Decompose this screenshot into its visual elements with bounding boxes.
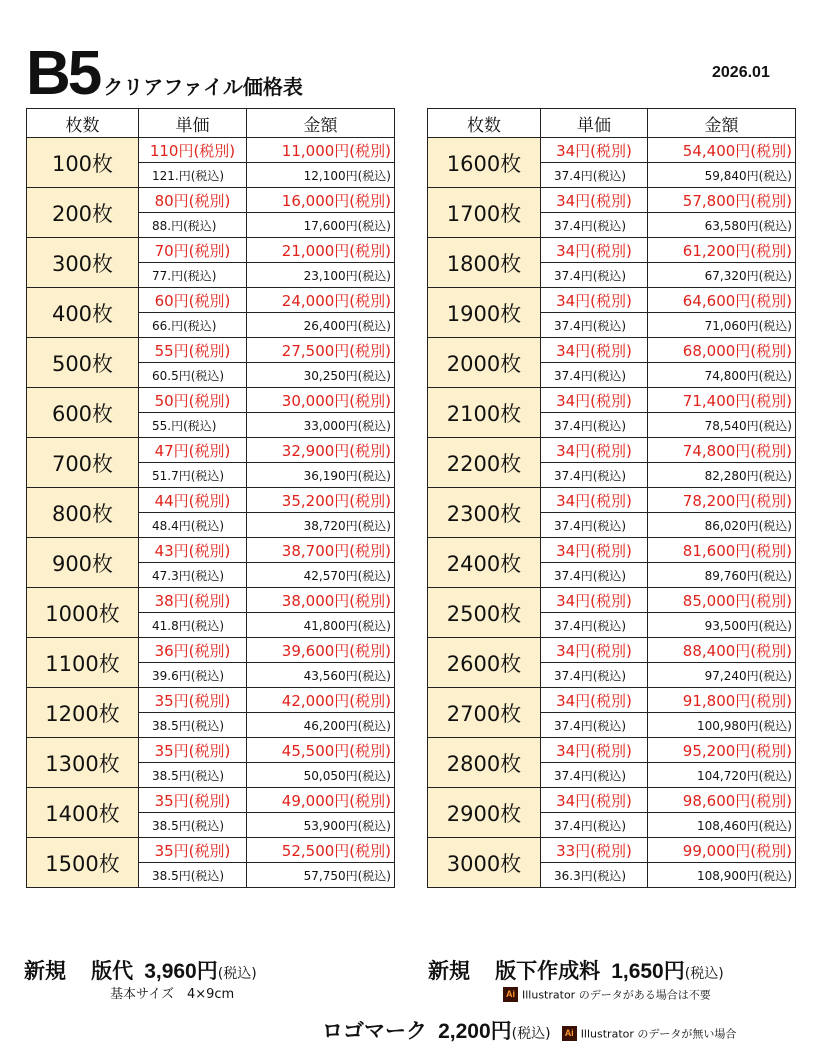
table-row [27,788,395,813]
total-price-ex-tax: 30,000円(税別) [247,388,395,413]
table-row [428,588,796,613]
total-price-ex-tax: 32,900円(税別) [247,438,395,463]
table-row [27,138,395,163]
table-row [428,338,796,363]
plate-fee-new: 新規 [24,959,66,983]
table-row [428,838,796,863]
artwork-note-text: Illustrator のデータがある場合は不要 [522,988,711,1002]
unit-price-in-tax: 55.円(税込) [139,413,247,438]
title-size: B5 [26,39,100,108]
total-price-ex-tax: 11,000円(税別) [247,138,395,163]
total-price-in-tax: 46,200円(税込) [247,713,395,738]
table-row [428,188,796,213]
unit-price-in-tax: 37.4円(税込) [541,613,648,638]
artwork-fee-tax: (税込) [684,966,724,982]
table-row [428,788,796,813]
total-price-ex-tax: 88,400円(税別) [648,638,796,663]
total-price-in-tax: 93,500円(税込) [648,613,796,638]
artwork-fee [428,955,724,985]
total-price-ex-tax: 95,200円(税別) [648,738,796,763]
col-header-unit: 単価 [139,109,247,138]
unit-price-in-tax: 37.4円(税込) [541,813,648,838]
logo-fee-price: 2,200円 [438,1020,512,1043]
total-price-in-tax: 59,840円(税込) [648,163,796,188]
plate-fee-tax: (税込) [217,966,257,982]
table-row [27,338,395,363]
total-price-in-tax: 30,250円(税込) [247,363,395,388]
qty-cell: 200枚 [27,188,139,238]
unit-price-ex-tax: 34円(税別) [541,738,648,763]
unit-price-in-tax: 38.5円(税込) [139,763,247,788]
table-row [27,438,395,463]
qty-cell: 2200枚 [428,438,541,488]
total-price-ex-tax: 78,200円(税別) [648,488,796,513]
unit-price-in-tax: 37.4円(税込) [541,363,648,388]
unit-price-in-tax: 47.3円(税込) [139,563,247,588]
total-price-in-tax: 74,800円(税込) [648,363,796,388]
col-header-qty: 枚数 [27,109,139,138]
table-row [27,588,395,613]
unit-price-ex-tax: 43円(税別) [139,538,247,563]
unit-price-ex-tax: 35円(税別) [139,788,247,813]
qty-cell: 2500枚 [428,588,541,638]
unit-price-in-tax: 121.円(税込) [139,163,247,188]
qty-cell: 1800枚 [428,238,541,288]
total-price-in-tax: 50,050円(税込) [247,763,395,788]
table-row [428,688,796,713]
total-price-ex-tax: 42,000円(税別) [247,688,395,713]
qty-cell: 300枚 [27,238,139,288]
unit-price-ex-tax: 80円(税別) [139,188,247,213]
table-row [428,388,796,413]
plate-fee-label: 版代 [91,959,134,983]
total-price-in-tax: 104,720円(税込) [648,763,796,788]
title-subtitle: クリアファイル価格表 [103,75,303,99]
total-price-in-tax: 43,560円(税込) [247,663,395,688]
total-price-in-tax: 63,580円(税込) [648,213,796,238]
table-row [428,438,796,463]
col-header-total: 金額 [648,109,796,138]
total-price-in-tax: 89,760円(税込) [648,563,796,588]
unit-price-in-tax: 37.4円(税込) [541,263,648,288]
total-price-in-tax: 26,400円(税込) [247,313,395,338]
unit-price-in-tax: 37.4円(税込) [541,463,648,488]
qty-cell: 1100枚 [27,638,139,688]
total-price-ex-tax: 74,800円(税別) [648,438,796,463]
date-label: 2026.01 [712,64,770,81]
unit-price-in-tax: 37.4円(税込) [541,713,648,738]
total-price-in-tax: 12,100円(税込) [247,163,395,188]
unit-price-in-tax: 48.4円(税込) [139,513,247,538]
qty-cell: 2800枚 [428,738,541,788]
unit-price-ex-tax: 36円(税別) [139,638,247,663]
unit-price-ex-tax: 34円(税別) [541,788,648,813]
table-row [428,738,796,763]
total-price-ex-tax: 45,500円(税別) [247,738,395,763]
total-price-ex-tax: 24,000円(税別) [247,288,395,313]
unit-price-in-tax: 37.4円(税込) [541,313,648,338]
artwork-note [503,984,711,1003]
unit-price-ex-tax: 34円(税別) [541,388,648,413]
table-row [27,388,395,413]
table-row [27,488,395,513]
total-price-ex-tax: 52,500円(税別) [247,838,395,863]
total-price-ex-tax: 35,200円(税別) [247,488,395,513]
unit-price-in-tax: 37.4円(税込) [541,163,648,188]
unit-price-in-tax: 37.4円(税込) [541,563,648,588]
total-price-ex-tax: 16,000円(税別) [247,188,395,213]
table-row [428,638,796,663]
unit-price-ex-tax: 34円(税別) [541,638,648,663]
table-row [27,238,395,263]
table-row [27,538,395,563]
total-price-ex-tax: 39,600円(税別) [247,638,395,663]
table-row [428,288,796,313]
qty-cell: 1300枚 [27,738,139,788]
unit-price-ex-tax: 34円(税別) [541,488,648,513]
unit-price-ex-tax: 70円(税別) [139,238,247,263]
unit-price-ex-tax: 35円(税別) [139,738,247,763]
unit-price-in-tax: 41.8円(税込) [139,613,247,638]
unit-price-ex-tax: 34円(税別) [541,688,648,713]
total-price-in-tax: 33,000円(税込) [247,413,395,438]
total-price-in-tax: 71,060円(税込) [648,313,796,338]
unit-price-in-tax: 37.4円(税込) [541,663,648,688]
qty-cell: 1000枚 [27,588,139,638]
unit-price-ex-tax: 110円(税別) [139,138,247,163]
total-price-ex-tax: 54,400円(税別) [648,138,796,163]
qty-cell: 3000枚 [428,838,541,888]
total-price-ex-tax: 21,000円(税別) [247,238,395,263]
qty-cell: 2900枚 [428,788,541,838]
logo-fee-tax: (税込) [511,1026,551,1042]
table-row [428,538,796,563]
unit-price-in-tax: 37.4円(税込) [541,413,648,438]
total-price-ex-tax: 57,800円(税別) [648,188,796,213]
unit-price-ex-tax: 38円(税別) [139,588,247,613]
unit-price-ex-tax: 34円(税別) [541,588,648,613]
unit-price-ex-tax: 34円(税別) [541,238,648,263]
total-price-in-tax: 78,540円(税込) [648,413,796,438]
unit-price-in-tax: 77.円(税込) [139,263,247,288]
total-price-in-tax: 41,800円(税込) [247,613,395,638]
unit-price-ex-tax: 35円(税別) [139,688,247,713]
table-row [27,838,395,863]
unit-price-in-tax: 38.5円(税込) [139,713,247,738]
qty-cell: 2400枚 [428,538,541,588]
total-price-in-tax: 86,020円(税込) [648,513,796,538]
col-header-total: 金額 [247,109,395,138]
total-price-in-tax: 82,280円(税込) [648,463,796,488]
total-price-ex-tax: 27,500円(税別) [247,338,395,363]
page-title [26,39,303,108]
unit-price-ex-tax: 34円(税別) [541,338,648,363]
total-price-ex-tax: 38,700円(税別) [247,538,395,563]
total-price-ex-tax: 71,400円(税別) [648,388,796,413]
plate-fee [24,955,257,985]
total-price-in-tax: 97,240円(税込) [648,663,796,688]
price-table-left [26,108,395,888]
artwork-fee-new: 新規 [428,959,470,983]
illustrator-icon: Ai [503,987,518,1002]
qty-cell: 400枚 [27,288,139,338]
total-price-ex-tax: 61,200円(税別) [648,238,796,263]
unit-price-ex-tax: 34円(税別) [541,438,648,463]
qty-cell: 100枚 [27,138,139,188]
table-row [428,488,796,513]
qty-cell: 2100枚 [428,388,541,438]
unit-price-in-tax: 88.円(税込) [139,213,247,238]
total-price-in-tax: 36,190円(税込) [247,463,395,488]
unit-price-ex-tax: 60円(税別) [139,288,247,313]
unit-price-ex-tax: 34円(税別) [541,538,648,563]
table-row [428,238,796,263]
unit-price-in-tax: 37.4円(税込) [541,213,648,238]
total-price-in-tax: 42,570円(税込) [247,563,395,588]
unit-price-in-tax: 36.3円(税込) [541,863,648,888]
unit-price-ex-tax: 34円(税別) [541,288,648,313]
total-price-in-tax: 23,100円(税込) [247,263,395,288]
unit-price-ex-tax: 47円(税別) [139,438,247,463]
qty-cell: 2000枚 [428,338,541,388]
total-price-in-tax: 17,600円(税込) [247,213,395,238]
total-price-ex-tax: 49,000円(税別) [247,788,395,813]
qty-cell: 900枚 [27,538,139,588]
table-row [27,738,395,763]
total-price-ex-tax: 81,600円(税別) [648,538,796,563]
total-price-in-tax: 67,320円(税込) [648,263,796,288]
qty-cell: 2300枚 [428,488,541,538]
qty-cell: 2600枚 [428,638,541,688]
qty-cell: 500枚 [27,338,139,388]
table-row [428,138,796,163]
table-row [27,288,395,313]
total-price-in-tax: 108,460円(税込) [648,813,796,838]
table-row [27,188,395,213]
qty-cell: 1900枚 [428,288,541,338]
unit-price-in-tax: 37.4円(税込) [541,513,648,538]
table-row [27,688,395,713]
qty-cell: 700枚 [27,438,139,488]
total-price-in-tax: 100,980円(税込) [648,713,796,738]
unit-price-in-tax: 51.7円(税込) [139,463,247,488]
qty-cell: 2700枚 [428,688,541,738]
total-price-ex-tax: 38,000円(税別) [247,588,395,613]
logo-fee-label: ロゴマーク [322,1019,427,1043]
total-price-ex-tax: 91,800円(税別) [648,688,796,713]
artwork-fee-label: 版下作成料 [495,959,601,983]
logo-fee [322,1015,736,1045]
illustrator-icon: Ai [562,1026,577,1041]
unit-price-in-tax: 66.円(税込) [139,313,247,338]
unit-price-in-tax: 38.5円(税込) [139,813,247,838]
qty-cell: 1700枚 [428,188,541,238]
qty-cell: 1400枚 [27,788,139,838]
total-price-in-tax: 108,900円(税込) [648,863,796,888]
unit-price-ex-tax: 55円(税別) [139,338,247,363]
unit-price-ex-tax: 35円(税別) [139,838,247,863]
total-price-ex-tax: 68,000円(税別) [648,338,796,363]
price-table-right [427,108,796,888]
qty-cell: 800枚 [27,488,139,538]
table-row [27,638,395,663]
total-price-in-tax: 57,750円(税込) [247,863,395,888]
total-price-ex-tax: 85,000円(税別) [648,588,796,613]
logo-note-text: Illustrator のデータが無い場合 [580,1027,737,1041]
unit-price-in-tax: 37.4円(税込) [541,763,648,788]
plate-size-note: 基本サイズ 4×9cm [110,987,235,1002]
total-price-ex-tax: 99,000円(税別) [648,838,796,863]
plate-fee-price: 3,960円 [144,960,218,983]
total-price-ex-tax: 64,600円(税別) [648,288,796,313]
unit-price-in-tax: 39.6円(税込) [139,663,247,688]
qty-cell: 1200枚 [27,688,139,738]
qty-cell: 1600枚 [428,138,541,188]
qty-cell: 600枚 [27,388,139,438]
unit-price-ex-tax: 33円(税別) [541,838,648,863]
total-price-in-tax: 53,900円(税込) [247,813,395,838]
unit-price-ex-tax: 44円(税別) [139,488,247,513]
col-header-unit: 単価 [541,109,648,138]
artwork-fee-price: 1,650円 [611,960,685,983]
unit-price-in-tax: 60.5円(税込) [139,363,247,388]
qty-cell: 1500枚 [27,838,139,888]
total-price-in-tax: 38,720円(税込) [247,513,395,538]
unit-price-ex-tax: 50円(税別) [139,388,247,413]
total-price-ex-tax: 98,600円(税別) [648,788,796,813]
unit-price-ex-tax: 34円(税別) [541,188,648,213]
unit-price-ex-tax: 34円(税別) [541,138,648,163]
unit-price-in-tax: 38.5円(税込) [139,863,247,888]
col-header-qty: 枚数 [428,109,541,138]
